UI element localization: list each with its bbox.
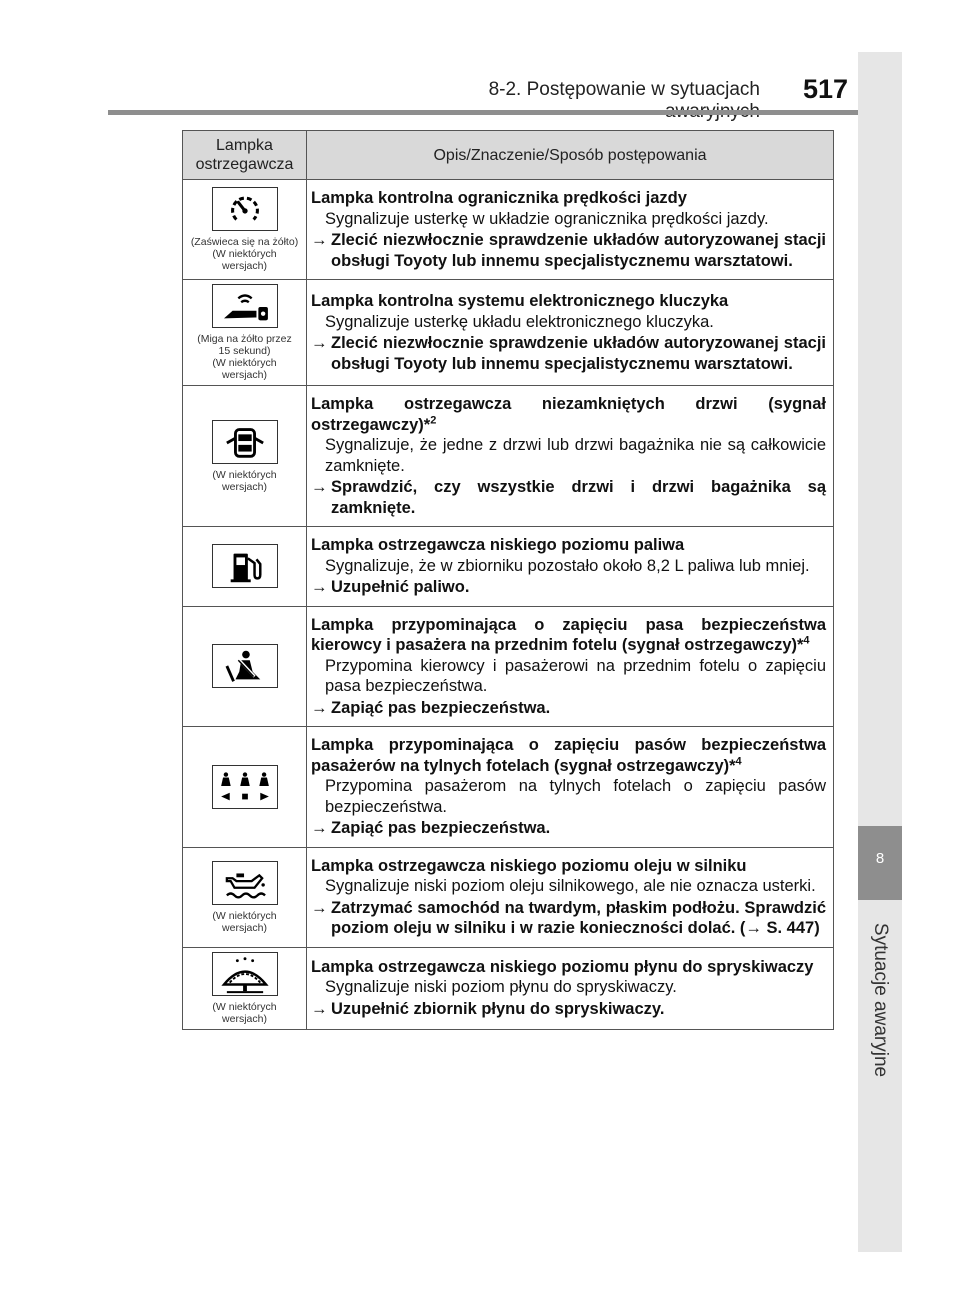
table-row xyxy=(183,386,834,527)
arrow-right-icon: → xyxy=(311,819,328,837)
light-title xyxy=(311,957,826,978)
arrow-right-icon: → xyxy=(311,999,328,1018)
chapter-tab-number: 8 xyxy=(875,850,885,867)
icon-note: (Zaświeca się na żółto) (W niektórych wersjach) xyxy=(190,236,299,272)
warning-lights-table xyxy=(182,130,834,1030)
light-action xyxy=(311,898,826,939)
light-meaning: Sygnalizuje, że w zbiorniku pozostało około 8,2 L paliwa lub mniej. xyxy=(325,556,810,575)
light-meaning: Sygnalizuje, że jedne z drzwi lub drzwi bagażnika nie są całkowicie zamknięte. xyxy=(325,436,826,475)
arrow-right-icon: → xyxy=(311,478,328,496)
light-title-text: Lampka kontrolna systemu elektronicznego kluczyka xyxy=(311,292,729,310)
table-header-row xyxy=(183,131,834,180)
light-description-cell xyxy=(307,606,834,727)
icon-note: (W niektórych wersjach) xyxy=(212,909,277,934)
column-header-description: Opis/Znaczenie/Sposób postępowania xyxy=(307,131,834,180)
light-action xyxy=(311,230,826,271)
column-header-light: Lampka ostrzegawcza xyxy=(183,131,307,180)
light-title-text: Lampka ostrzegawcza niezamkniętych drzwi (sygnał ostrzegawczy)* xyxy=(311,395,826,434)
light-action-text: Uzupełnić paliwo. xyxy=(331,578,470,596)
light-icon-cell xyxy=(183,947,307,1029)
light-title xyxy=(311,535,826,556)
light-description-cell xyxy=(307,280,834,386)
light-meaning: Sygnalizuje niski poziom oleju silnikowego, ale nie oznacza usterki. xyxy=(325,877,816,895)
arrow-right-icon: → xyxy=(311,898,328,917)
light-action xyxy=(311,333,826,374)
light-action xyxy=(311,999,826,1020)
light-action-text: Sprawdzić, czy wszystkie drzwi i drzwi bagażnika są zamknięte. xyxy=(331,478,826,517)
light-title xyxy=(311,188,826,209)
light-description-cell xyxy=(307,386,834,527)
light-action-text: Zlecić niezwłocznie sprawdzenie układów autoryzowanej stacji obsługi Toyoty lub innemu specjalistycznemu warsztatowi. xyxy=(331,231,826,270)
icon-note: (Miga na żółto przez 15 sekund) (W niektórych wersjach) xyxy=(197,333,292,381)
chapter-tab-label: Sytuacje awaryjne xyxy=(870,922,891,1078)
light-action xyxy=(311,477,826,518)
light-title xyxy=(311,856,826,877)
light-title-text: Lampka przypominająca o zapięciu pasa bezpieczeństwa kierowcy i pasażera na przednim fotelu (sygnał ostrzegawczy)* xyxy=(311,615,826,654)
light-title-text: Lampka kontrolna ogranicznika prędkości jazdy xyxy=(311,189,687,207)
light-action-text: Zapiąć pas bezpieczeństwa. xyxy=(331,698,551,717)
icon-note: (W niektórych wersjach) xyxy=(212,468,277,493)
seatbelt-icon xyxy=(212,644,278,688)
light-icon-cell xyxy=(183,606,307,727)
icon-note: (W niektórych wersjach) xyxy=(212,1000,277,1025)
footnote-ref: 2 xyxy=(430,414,437,426)
light-icon-cell xyxy=(183,847,307,947)
washer-fluid-icon xyxy=(212,952,278,996)
light-meaning: Sygnalizuje usterkę w układzie ogranicznika prędkości jazdy. xyxy=(325,209,769,228)
light-action-text: Uzupełnić zbiornik płynu do spryskiwaczy. xyxy=(331,999,665,1018)
light-action-text: Zatrzymać samochód na twardym, płaskim podłożu. Sprawdzić poziom oleju w silniku i w razie konieczności dolać. (→ S. 447) xyxy=(331,898,826,937)
page-number: 517 xyxy=(802,74,848,104)
table-row xyxy=(183,527,834,607)
light-icon-cell xyxy=(183,386,307,527)
light-title xyxy=(311,735,826,776)
light-icon-cell xyxy=(183,280,307,386)
table-row xyxy=(183,847,834,947)
header-title: 8-2. Postępowanie w sytuacjach xyxy=(488,79,760,100)
table-row xyxy=(183,606,834,727)
table-row xyxy=(183,280,834,386)
light-title xyxy=(311,615,826,656)
light-meaning: Sygnalizuje niski poziom płynu do spryskiwaczy. xyxy=(325,978,677,997)
light-description-cell xyxy=(307,847,834,947)
arrow-right-icon: → xyxy=(311,698,328,717)
light-icon-cell xyxy=(183,180,307,280)
light-meaning: Przypomina kierowcy i pasażerowi na przednim fotelu o zapięciu pasa bezpieczeństwa. xyxy=(325,656,826,695)
rear-seatbelt-icon xyxy=(212,765,278,809)
table-row xyxy=(183,727,834,848)
light-action xyxy=(311,698,826,719)
arrow-right-icon: → xyxy=(311,231,328,249)
light-action xyxy=(311,818,826,839)
table-row xyxy=(183,180,834,280)
oil-level-icon xyxy=(212,861,278,905)
light-title xyxy=(311,291,826,312)
light-icon-cell xyxy=(183,727,307,848)
light-description-cell xyxy=(307,727,834,848)
light-meaning: Przypomina pasażerom na tylnych fotelach o zapięciu pasów bezpieczeństwa. xyxy=(325,777,826,816)
light-title xyxy=(311,394,826,435)
light-title-text: Lampka ostrzegawcza niskiego poziomu oleju w silniku xyxy=(311,856,747,875)
light-title-text: Lampka ostrzegawcza niskiego poziomu płynu do spryskiwaczy xyxy=(311,957,814,976)
speed-limiter-icon xyxy=(212,187,278,231)
light-description-cell xyxy=(307,527,834,607)
light-title-text: Lampka przypominająca o zapięciu pasów bezpieczeństwa pasażerów na tylnych fotelach (sygnał ostrzegawczy)* xyxy=(311,736,826,775)
light-meaning: Sygnalizuje usterkę układu elektronicznego kluczyka. xyxy=(325,312,714,331)
table-row xyxy=(183,947,834,1029)
fuel-pump-icon xyxy=(212,544,278,588)
arrow-right-icon: → xyxy=(311,334,328,352)
smart-key-icon xyxy=(212,284,278,328)
light-action xyxy=(311,577,826,598)
light-action-text: Zlecić niezwłocznie sprawdzenie układów autoryzowanej stacji obsługi Toyoty lub innemu specjalistycznemu warsztatowi. xyxy=(331,334,826,373)
header-rule xyxy=(108,110,860,115)
light-action-text: Zapiąć pas bezpieczeństwa. xyxy=(331,819,551,837)
door-open-icon xyxy=(212,420,278,464)
footnote-ref: 4 xyxy=(803,634,810,647)
light-title-text: Lampka ostrzegawcza niskiego poziomu paliwa xyxy=(311,536,685,554)
light-description-cell xyxy=(307,180,834,280)
light-description-cell xyxy=(307,947,834,1029)
light-icon-cell xyxy=(183,527,307,607)
footnote-ref: 4 xyxy=(735,755,742,767)
arrow-right-icon: → xyxy=(311,578,328,596)
